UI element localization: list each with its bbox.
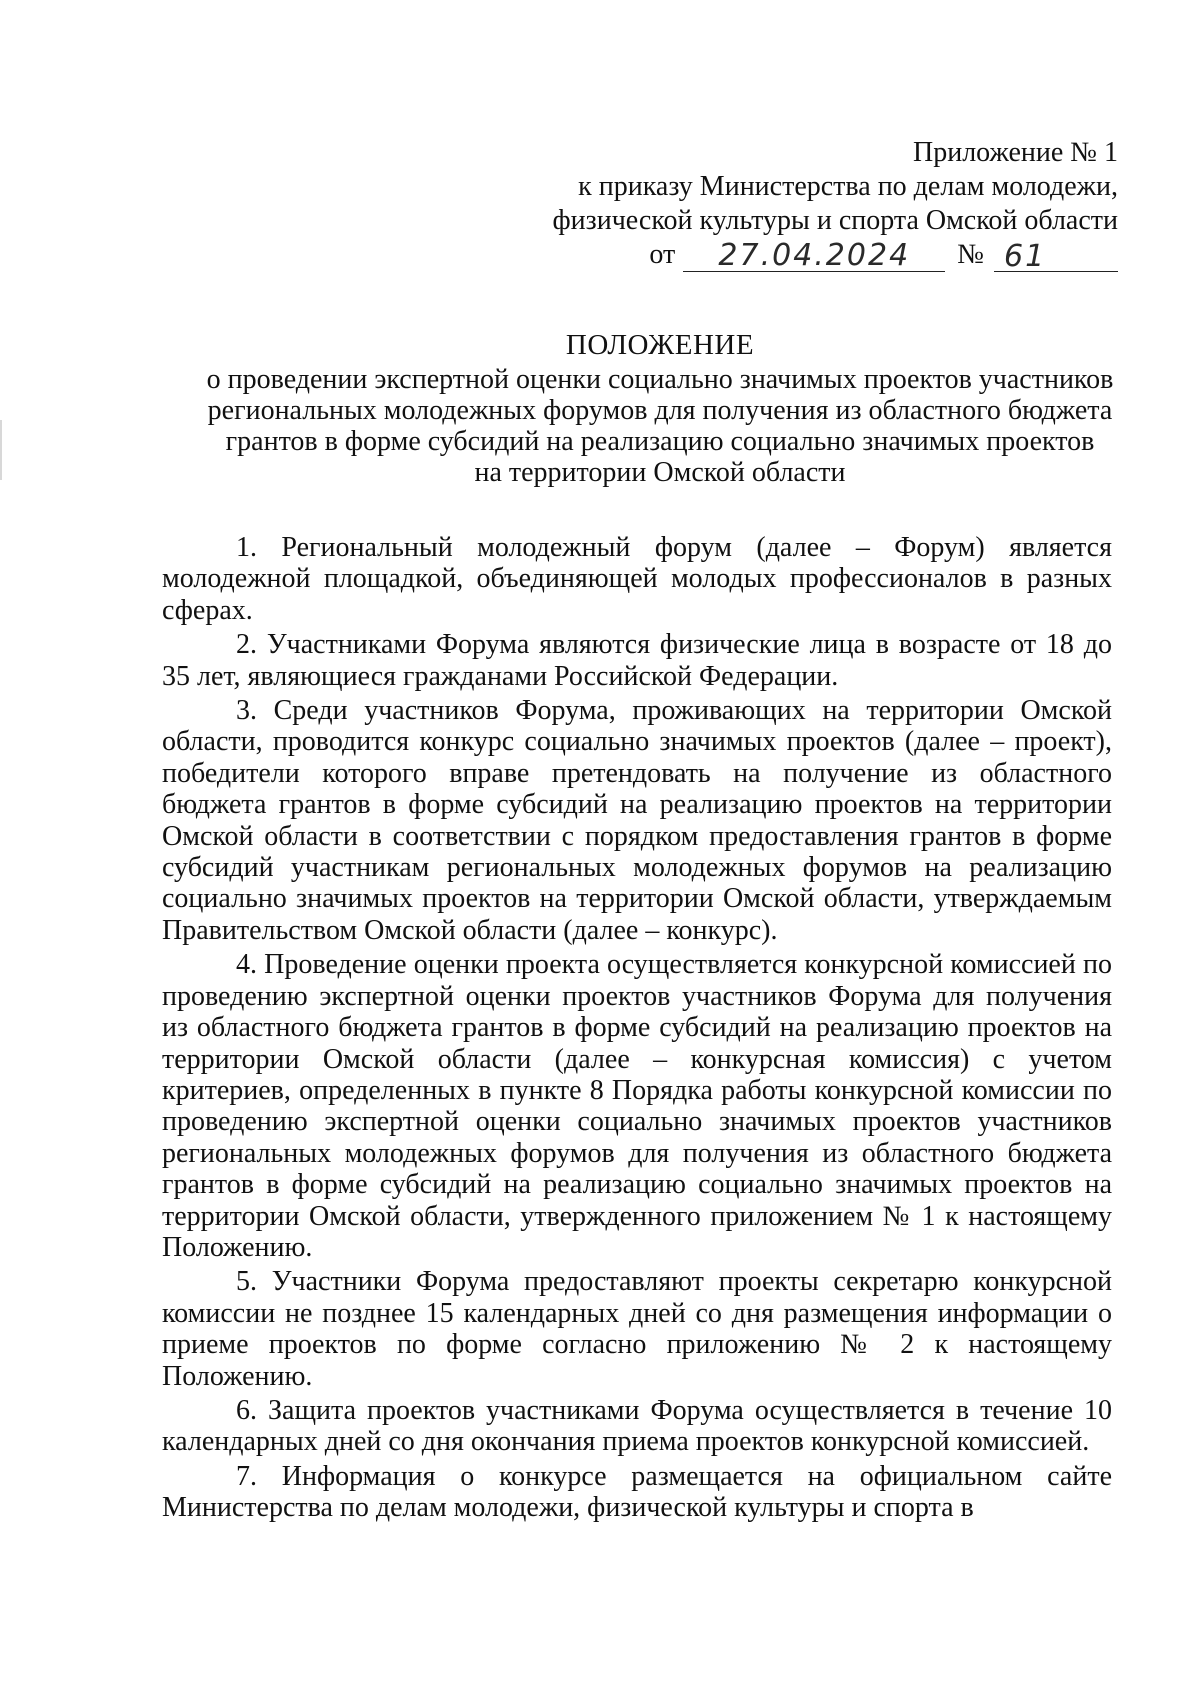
appendix-order-ref: к приказу Министерства по делам молодежи, xyxy=(578,171,1118,202)
document-title xyxy=(160,330,1160,488)
paragraph-4: 4. Проведение оценки проекта осуществляется конкурсной комиссией по проведению экспертной оценки проектов участников Форума для получения из областного бюджета грантов в форме субсидий на реализацию проектов на территории Омской области (далее – конкурсная комиссия) с учетом критериев, определенных в пункте 8 Порядка работы конкурсной комиссии по проведению экспертной оценки социально значимых проектов участников региональных молодежных форумов для получения из областного бюджета грантов в форме субсидий на реализацию социально значимых проектов на территории Омской области, утвержденного приложением № 1 к настоящему Положению. xyxy=(162,949,1112,1263)
paragraph-3: 3. Среди участников Форума, проживающих на территории Омской области, проводится конкурс социально значимых проектов (далее – проект), победители которого вправе претендовать на получение из областного бюджета грантов в форме субсидий на реализацию проектов на территории Омской области в соответствии с порядком предоставления грантов в форме субсидий участникам региональных молодежных форумов на реализацию социально значимых проектов на территории Омской области, утверждаемым Правительством Омской области (далее – конкурс). xyxy=(162,695,1112,946)
paragraph-5: 5. Участники Форума предоставляют проекты секретарю конкурсной комиссии не позднее 15 календарных дней со дня размещения информации о приеме проектов по форме согласно приложению № 2 к настоящему Положению. xyxy=(162,1266,1112,1392)
date-prefix: от xyxy=(649,239,676,270)
title-heading: ПОЛОЖЕНИЕ xyxy=(565,329,755,361)
scan-edge-mark xyxy=(0,420,2,480)
paragraph-1: 1. Региональный молодежный форум (далее – Форум) является молодежной площадкой, объединяющей молодых профессионалов в разных сферах. xyxy=(162,532,1112,626)
paragraph-6: 6. Защита проектов участниками Форума осуществляется в течение 10 календарных дней со дня окончания приема проектов конкурсной комиссией. xyxy=(162,1394,1112,1458)
title-line-4: на территории Омской области xyxy=(474,457,846,488)
appendix-header xyxy=(553,136,1118,272)
title-line-3: грантов в форме субсидий на реализацию социально значимых проектов xyxy=(225,426,1095,457)
handwritten-date: 27.04.2024 xyxy=(683,241,945,272)
order-date-number-line xyxy=(553,238,1118,272)
appendix-ministry: физической культуры и спорта Омской области xyxy=(552,205,1118,236)
title-line-2: региональных молодежных форумов для получения из областного бюджета xyxy=(207,395,1113,426)
paragraph-7: 7. Информация о конкурсе размещается на официальном сайте Министерства по делам молодежи, физической культуры и спорта в xyxy=(162,1460,1112,1524)
appendix-number: Приложение № 1 xyxy=(913,137,1118,168)
title-line-1: о проведении экспертной оценки социально значимых проектов участников xyxy=(206,364,1114,395)
handwritten-number: 61 xyxy=(994,242,1118,272)
document-body xyxy=(162,532,1112,1527)
paragraph-2: 2. Участниками Форума являются физические лица в возрасте от 18 до 35 лет, являющиеся гражданами Российской Федерации. xyxy=(162,629,1112,692)
number-prefix: № xyxy=(957,239,984,270)
